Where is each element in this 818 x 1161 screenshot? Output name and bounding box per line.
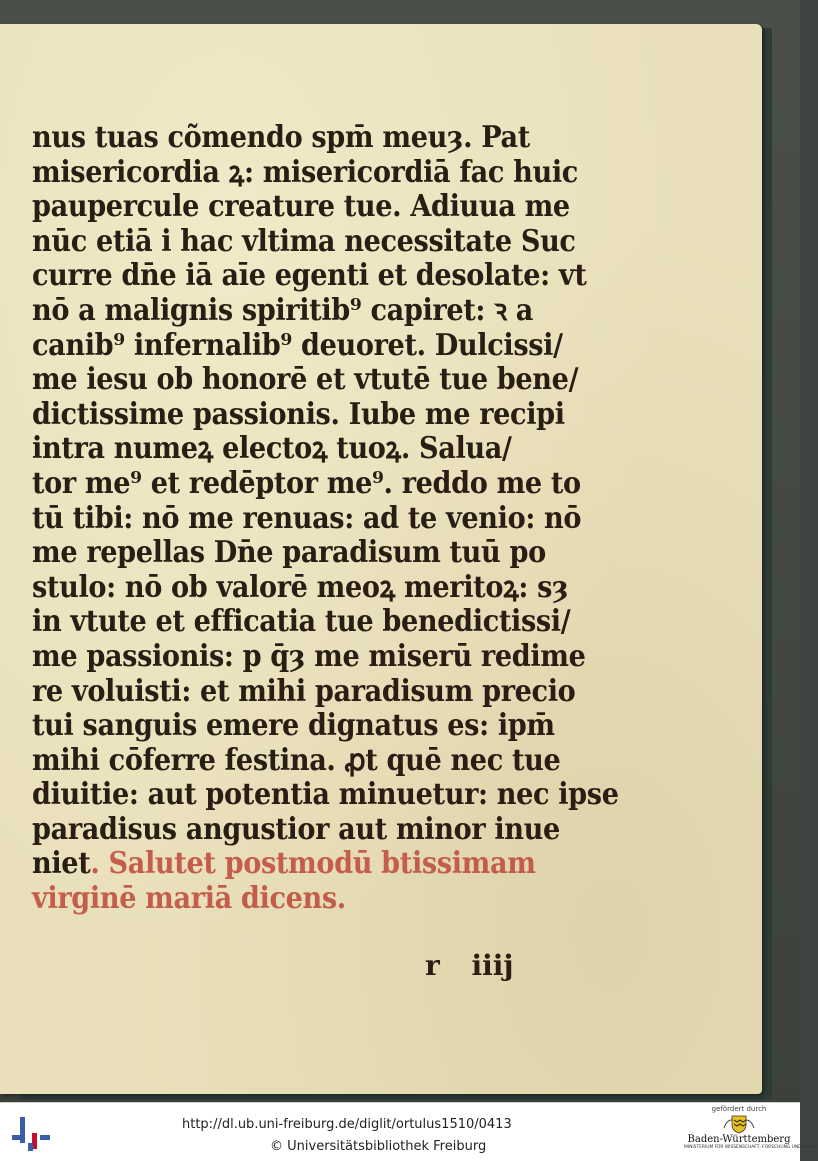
permalink-url[interactable]: http://dl.ub.uni-freiburg.de/diglit/ortulus1510/0413 — [182, 1117, 512, 1132]
text-line: me repellas Dn̄e paradisum tuū po — [32, 534, 546, 570]
text-line: diuitie: aut potentia minuetur: nec ipse — [32, 776, 619, 812]
text-line: mihi cōferre festina. ꝓt quē nec tue — [32, 741, 561, 777]
text-line: intra numeꝝ electoꝝ tuoꝝ. Salua/ — [32, 430, 512, 466]
funder-sponsored-label: gefördert durch — [711, 1105, 767, 1113]
text-line: re voluisti: et mihi paradisum precio — [32, 672, 576, 708]
text-line-end: niet — [32, 845, 91, 881]
text-line: tor me⁹ et redēptor me⁹. reddo me to — [32, 464, 581, 500]
text-line: me passionis: p q̄ȝ me miserū redime — [32, 637, 586, 673]
ub-freiburg-logo-icon — [10, 1113, 54, 1153]
funder-state-name: Baden-Württemberg — [687, 1134, 791, 1145]
page-text-block — [32, 120, 632, 916]
viewer-footer — [0, 1102, 818, 1161]
text-line: curre dn̄e iā aīe egenti et desolate: vt — [32, 257, 587, 293]
text-line: misericordia ꝝ: misericordiā fac huic — [32, 153, 578, 189]
text-line: tui sanguis emere dignatus es: ipm̄ — [32, 707, 555, 743]
copyright-notice: © Universitätsbibliothek Freiburg — [270, 1139, 487, 1154]
text-line: canib⁹ infernalib⁹ deuoret. Dulcissi/ — [32, 326, 563, 362]
text-line: nō a malignis spiritib⁹ capiret: ꝛ a — [32, 291, 533, 327]
text-line: paradisus angustior aut minor inue — [32, 810, 560, 846]
funder-logo — [684, 1105, 818, 1159]
text-line: nus tuas cõmendo spm̄ meuȝ. Pat — [32, 119, 530, 154]
signature-mark: r iiij — [425, 949, 514, 982]
text-line: nūc etiā i hac vltima necessitate Suc — [32, 222, 576, 258]
text-line-mixed — [32, 846, 584, 881]
rubric-line: virginē mariā dicens. — [32, 880, 346, 916]
book-page — [0, 24, 762, 1094]
text-line: stulo: nō ob valorē meoꝝ meritoꝝ: sȝ — [32, 568, 569, 604]
funder-ministry-name: MINISTERIUM FÜR WISSENSCHAFT, FORSCHUNG UND KUNST — [684, 1145, 818, 1150]
text-line: tū tibi: nō me renuas: ad te venio: nō — [32, 499, 582, 535]
text-line: me iesu ob honorē et vtutē tue bene/ — [32, 361, 579, 397]
text-line: in vtute et efficatia tue benedictissi/ — [32, 603, 571, 639]
rubric-text: . Salutet postmodū btissimam — [90, 845, 536, 881]
coat-of-arms-icon — [722, 1114, 756, 1134]
text-line: paupercule creature tue. Adiuua me — [32, 188, 570, 224]
text-line: dictissime passionis. Iube me recipi — [32, 395, 565, 431]
